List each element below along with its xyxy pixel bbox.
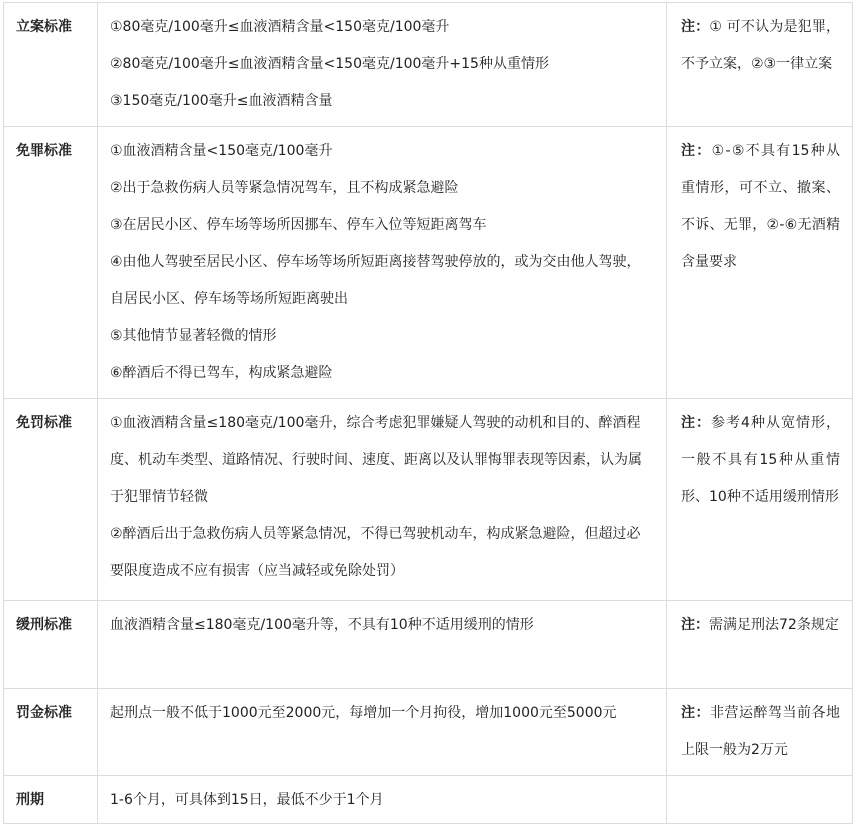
- content-cell: [98, 601, 667, 689]
- note-label: 注：: [681, 617, 709, 633]
- table-row: [4, 127, 853, 399]
- note-text: 非营运醉驾当前各地上限一般为2万元: [681, 705, 840, 758]
- note-cell: [667, 399, 853, 601]
- note-text: ① 可不认为是犯罪，不予立案，②③一律立案: [681, 19, 840, 72]
- content-line: 1-6个月，可具体到15日，最低不少于1个月: [110, 792, 384, 808]
- note-text: 需满足刑法72条规定: [709, 617, 839, 633]
- note-text: 参考4种从宽情形，一般不具有15种从重情形、10种不适用缓刑情形: [681, 415, 840, 505]
- table-row: [4, 689, 853, 776]
- content-line: ①血液酒精含量≤180毫克/100毫升，综合考虑犯罪嫌疑人驾驶的动机和目的、醉酒程度、机动车类型、道路情况、行驶时间、速度、距离以及认罪悔罪表现等因素，认为属于犯罪情节轻微: [110, 415, 642, 505]
- content-line: ③在居民小区、停车场等场所因挪车、停车入位等短距离驾车: [110, 217, 487, 233]
- table-row: [4, 601, 853, 689]
- content-line: ②出于急救伤病人员等紧急情况驾车，且不构成紧急避险: [110, 180, 459, 196]
- content-cell: [98, 3, 667, 127]
- note-text: ①-⑤不具有15种从重情形，可不立、撤案、不诉、无罪，②-⑥无酒精含量要求: [681, 143, 841, 270]
- note-cell: [667, 601, 853, 689]
- note-label: 注：: [681, 415, 712, 431]
- content-line: 起刑点一般不低于1000元至2000元，每增加一个月拘役，增加1000元至5000元: [110, 705, 617, 721]
- content-cell: [98, 689, 667, 776]
- content-cell: [98, 399, 667, 601]
- content-line: ①血液酒精含量<150毫克/100毫升: [110, 143, 333, 159]
- content-line: ⑥醉酒后不得已驾车，构成紧急避险: [110, 365, 333, 381]
- note-label: 注：: [681, 19, 710, 35]
- table-row: [4, 399, 853, 601]
- row-header: 刑期: [4, 776, 98, 824]
- table-row: [4, 3, 853, 127]
- content-line: ②醉酒后出于急救伤病人员等紧急情况，不得已驾驶机动车，构成紧急避险，但超过必要限度造成不应有损害（应当减轻或免除处罚）: [110, 526, 641, 579]
- content-line: ③150毫克/100毫升≤血液酒精含量: [110, 93, 333, 109]
- content-cell: [98, 776, 667, 824]
- note-label: 注：: [681, 143, 712, 159]
- content-line: ①80毫克/100毫升≤血液酒精含量<150毫克/100毫升: [110, 19, 450, 35]
- table-row: [4, 776, 853, 824]
- content-line: ②80毫克/100毫升≤血液酒精含量<150毫克/100毫升+15种从重情形: [110, 56, 549, 72]
- row-header: 罚金标准: [4, 689, 98, 776]
- row-header: 缓刑标准: [4, 601, 98, 689]
- row-header: 立案标准: [4, 3, 98, 127]
- note-cell: [667, 127, 853, 399]
- content-line: 血液酒精含量≤180毫克/100毫升等，不具有10种不适用缓刑的情形: [110, 617, 534, 633]
- content-line: ④由他人驾驶至居民小区、停车场等场所短距离接替驾驶停放的，或为交由他人驾驶，自居民小区、停车场等场所短距离驶出: [110, 254, 641, 307]
- row-header: 免罪标准: [4, 127, 98, 399]
- note-cell: [667, 776, 853, 824]
- note-label: 注：: [681, 705, 710, 721]
- note-cell: [667, 689, 853, 776]
- content-line: ⑤其他情节显著轻微的情形: [110, 328, 277, 344]
- note-cell: [667, 3, 853, 127]
- content-cell: [98, 127, 667, 399]
- standards-table: [3, 2, 853, 824]
- row-header: 免罚标准: [4, 399, 98, 601]
